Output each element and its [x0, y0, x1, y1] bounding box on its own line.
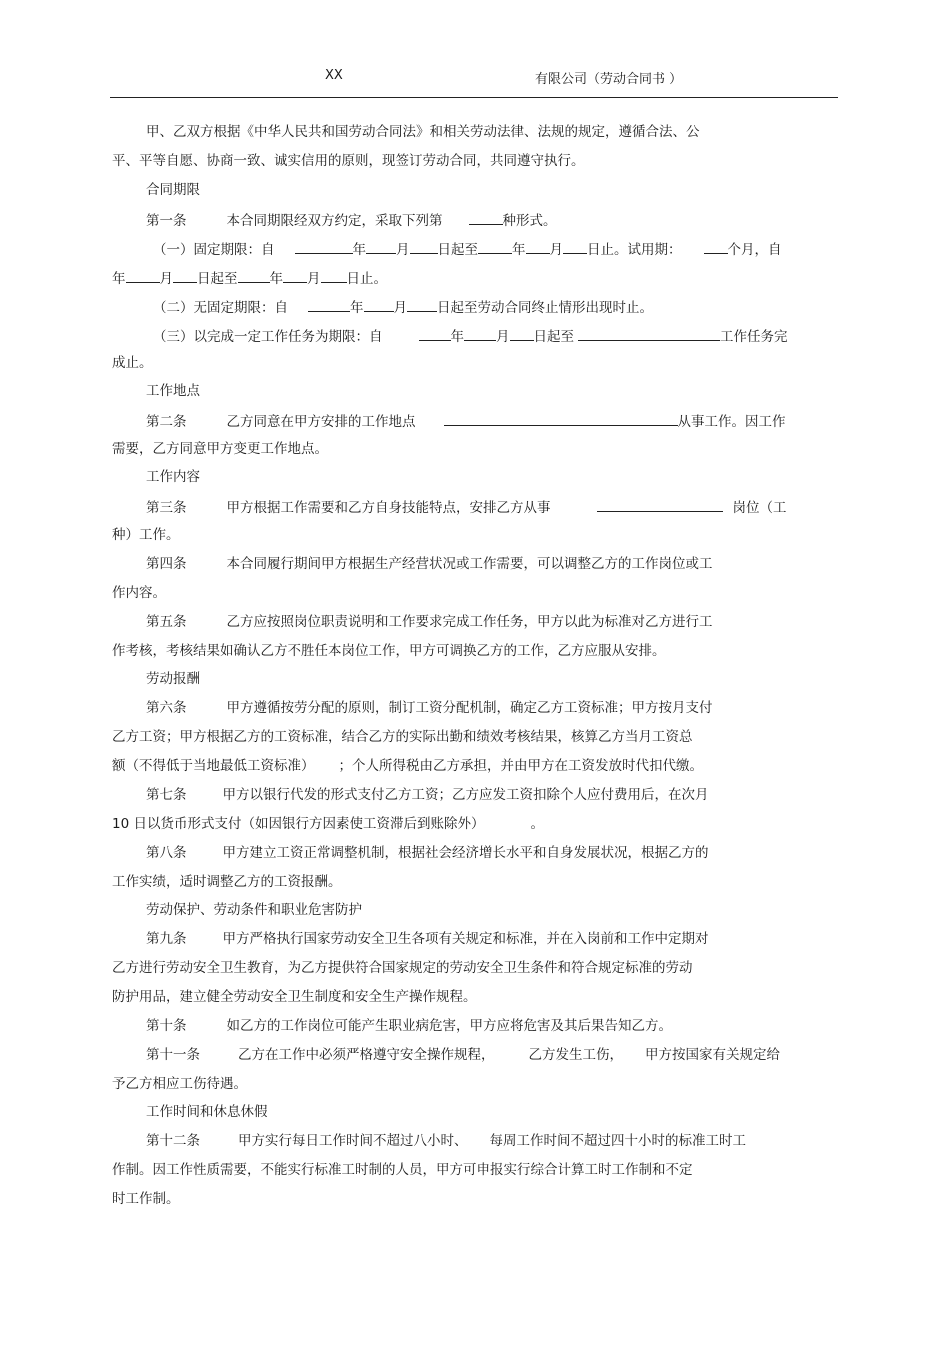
- blank-field[interactable]: [469, 210, 503, 225]
- blank-field[interactable]: [238, 268, 270, 283]
- blank-field[interactable]: [704, 239, 728, 254]
- blank-field[interactable]: [126, 268, 160, 283]
- article-number: 第十条: [146, 1018, 187, 1034]
- article-number: 第十二条: [146, 1133, 200, 1149]
- article-1-option-2: （二）无固定期限：自 年 月 日起至劳动合同终止情形出现时止。: [153, 297, 653, 317]
- article-12: 第十二条 甲方实行每日工作时间不超过八小时、 每周工作时间不超过四十小时的标准工时工: [146, 1133, 746, 1149]
- article-10: 第十条 如乙方的工作岗位可能产生职业病危害，甲方应将危害及其后果告知乙方。: [146, 1018, 672, 1034]
- header-title: 有限公司（劳动合同书 ）: [535, 72, 683, 87]
- article-7-cont: 10 日以货币形式支付（如因银行方因素使工资滞后到账除外） 。: [112, 816, 544, 832]
- blank-field[interactable]: [308, 297, 350, 312]
- blank-field[interactable]: [478, 239, 512, 254]
- article-number: 第一条: [146, 213, 187, 229]
- article-number: 第七条: [146, 787, 187, 803]
- article-12-cont: 时工作制。: [112, 1191, 180, 1207]
- article-8: 第八条 甲方建立工资正常调整机制，根据社会经济增长水平和自身发展状况，根据乙方的: [146, 845, 709, 861]
- section-heading: 劳动保护、劳动条件和职业危害防护: [146, 902, 362, 918]
- article-number: 第五条: [146, 614, 187, 630]
- blank-field[interactable]: [464, 326, 496, 341]
- article-6-cont: 乙方工资；甲方根据乙方的工资标准，结合乙方的实际出勤和绩效考核结果，核算乙方当月工资总: [112, 729, 693, 745]
- header-company-prefix: XX: [325, 68, 343, 83]
- article-1-option-1: （一）固定期限：自 年 月 日起至 年 月 日止。试用期： 个月，自: [153, 239, 782, 259]
- article-3-cont: 种）工作。: [112, 527, 180, 543]
- article-7: 第七条 甲方以银行代发的形式支付乙方工资；乙方应发工资扣除个人应付费用后，在次月: [146, 787, 709, 803]
- blank-field[interactable]: [364, 297, 394, 312]
- section-heading: 劳动报酬: [146, 671, 200, 687]
- article-3: 第三条 甲方根据工作需要和乙方自身技能特点，安排乙方从事 岗位（工: [146, 497, 787, 517]
- article-number: 第四条: [146, 556, 187, 572]
- article-6-cont: 额（不得低于当地最低工资标准） ；个人所得税由乙方承担，并由甲方在工资发放时代扣代缴。: [112, 758, 703, 774]
- article-5: 第五条 乙方应按照岗位职责说明和工作要求完成工作任务，甲方以此为标准对乙方进行工: [146, 614, 713, 630]
- article-11: 第十一条 乙方在工作中必须严格遵守安全操作规程， 乙方发生工伤， 甲方按国家有关规定给: [146, 1047, 780, 1063]
- article-1: 第一条 本合同期限经双方约定，采取下列第 种形式。: [146, 210, 557, 230]
- article-9-cont: 乙方进行劳动安全卫生教育，为乙方提供符合国家规定的劳动安全卫生条件和符合规定标准的劳动: [112, 960, 693, 976]
- article-12-cont: 作制。因工作性质需要，不能实行标准工时制的人员，甲方可申报实行综合计算工时工作制和不定: [112, 1162, 693, 1178]
- blank-field[interactable]: [366, 239, 396, 254]
- blank-field[interactable]: [295, 239, 353, 254]
- article-number: 第九条: [146, 931, 187, 947]
- article-number: 第六条: [146, 700, 187, 716]
- article-number: 第八条: [146, 845, 187, 861]
- header-rule: [110, 97, 838, 98]
- article-11-cont: 予乙方相应工伤待遇。: [112, 1076, 247, 1092]
- article-4-cont: 作内容。: [112, 585, 166, 601]
- article-8-cont: 工作实绩，适时调整乙方的工资报酬。: [112, 874, 342, 890]
- blank-field[interactable]: [407, 297, 437, 312]
- article-number: 第三条: [146, 500, 187, 516]
- article-4: 第四条 本合同履行期间甲方根据生产经营状况或工作需要，可以调整乙方的工作岗位或工: [146, 556, 713, 572]
- article-9: 第九条 甲方严格执行国家劳动安全卫生各项有关规定和标准，并在入岗前和工作中定期对: [146, 931, 709, 947]
- section-heading: 工作内容: [146, 469, 200, 485]
- blank-field[interactable]: [173, 268, 197, 283]
- section-heading: 合同期限: [146, 182, 200, 198]
- article-1-option-3-cont: 成止。: [112, 355, 153, 371]
- article-number: 第十一条: [146, 1047, 200, 1063]
- intro-line: 平、平等自愿、协商一致、诚实信用的原则，现签订劳动合同，共同遵守执行。: [112, 153, 585, 169]
- blank-field[interactable]: [578, 326, 720, 341]
- article-1-option-3: （三）以完成一定工作任务为期限：自 年 月 日起至 工作任务完: [153, 326, 788, 346]
- blank-field[interactable]: [444, 411, 678, 426]
- blank-field[interactable]: [410, 239, 438, 254]
- article-number: 第二条: [146, 414, 187, 430]
- article-1-option-1-cont: 年 月 日起至 年 月 日止。: [112, 268, 387, 288]
- article-2-cont: 需要，乙方同意甲方变更工作地点。: [112, 441, 328, 457]
- blank-field[interactable]: [563, 239, 587, 254]
- article-9-cont: 防护用品，建立健全劳动安全卫生制度和安全生产操作规程。: [112, 989, 477, 1005]
- blank-field[interactable]: [283, 268, 307, 283]
- section-heading: 工作地点: [146, 383, 200, 399]
- intro-line: 甲、乙双方根据《中华人民共和国劳动合同法》和相关劳动法律、法规的规定，遵循合法、公: [146, 124, 700, 140]
- blank-field[interactable]: [321, 268, 347, 283]
- blank-field[interactable]: [597, 497, 723, 512]
- article-6: 第六条 甲方遵循按劳分配的原则，制订工资分配机制，确定乙方工资标准；甲方按月支付: [146, 700, 713, 716]
- article-5-cont: 作考核，考核结果如确认乙方不胜任本岗位工作，甲方可调换乙方的工作，乙方应服从安排。: [112, 643, 666, 659]
- blank-field[interactable]: [419, 326, 451, 341]
- blank-field[interactable]: [526, 239, 550, 254]
- article-2: 第二条 乙方同意在甲方安排的工作地点 从事工作。因工作: [146, 411, 786, 431]
- section-heading: 工作时间和休息休假: [146, 1104, 268, 1120]
- blank-field[interactable]: [510, 326, 534, 341]
